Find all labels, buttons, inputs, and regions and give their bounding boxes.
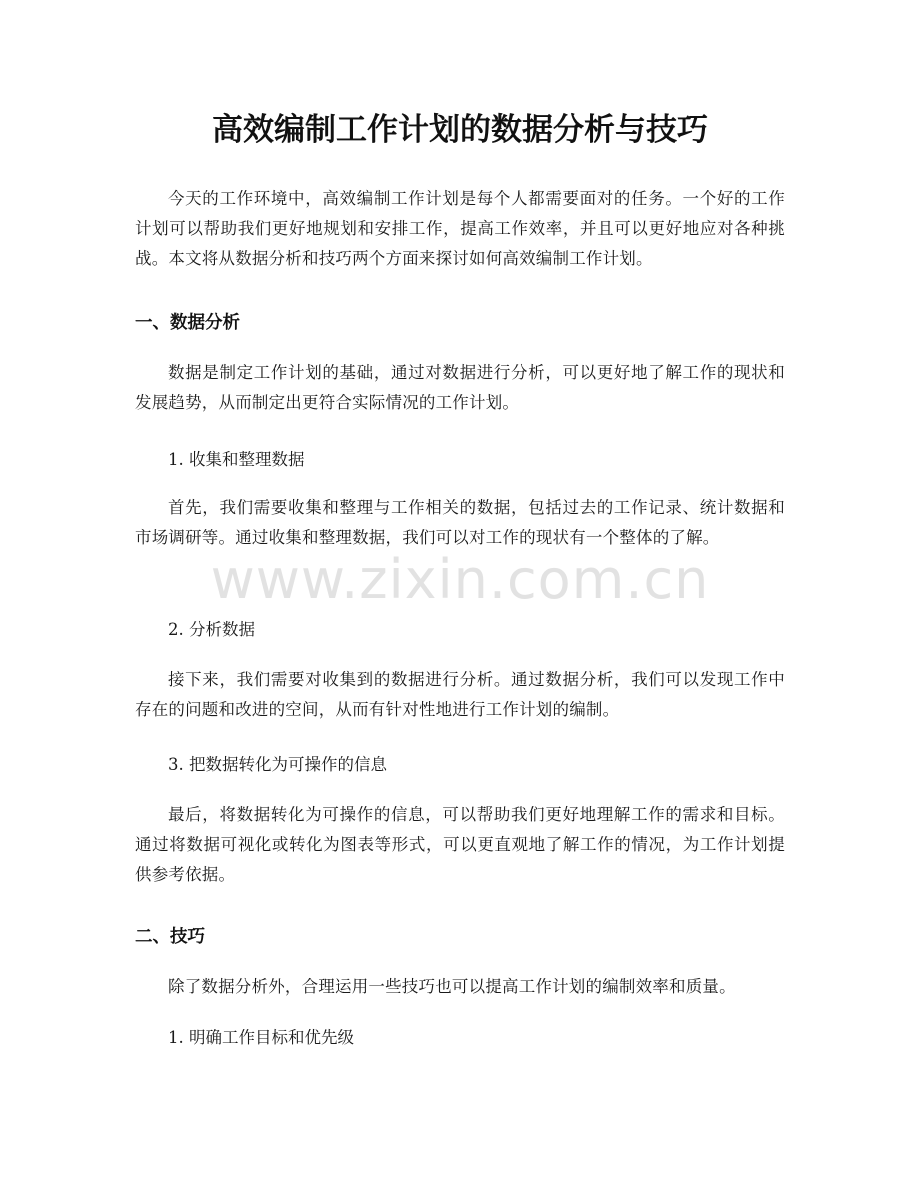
subheading-goals-priorities: 1. 明确工作目标和优先级 <box>168 1028 354 1047</box>
section1-intro-paragraph: 数据是制定工作计划的基础，通过对数据进行分析，可以更好地了解工作的现状和发展趋势，从而制定出更符合实际情况的工作计划。 <box>135 363 785 412</box>
intro-paragraph: 今天的工作环境中，高效编制工作计划是每个人都需要面对的任务。一个好的工作计划可以帮助我们更好地规划和安排工作，提高工作效率，并且可以更好地应对各种挑战。本文将从数据分析和技巧两个方面来探讨如何高效编制工作计划。 <box>135 189 785 268</box>
subheading-analyze-data: 2. 分析数据 <box>168 620 255 639</box>
section-heading-data-analysis: 一、数据分析 <box>135 313 240 333</box>
paragraph-collect-data: 首先，我们需要收集和整理与工作相关的数据，包括过去的工作记录、统计数据和市场调研等。通过收集和整理数据，我们可以对工作的现状有一个整体的了解。 <box>135 498 785 547</box>
section-heading-techniques: 二、技巧 <box>135 927 205 947</box>
paragraph-actionable-info: 最后，将数据转化为可操作的信息，可以帮助我们更好地理解工作的需求和目标。通过将数据可视化或转化为图表等形式，可以更直观地了解工作的情况，为工作计划提供参考依据。 <box>135 805 785 884</box>
subheading-actionable-info: 3. 把数据转化为可操作的信息 <box>168 755 387 774</box>
watermark: www.zixin.com.cn <box>210 548 710 611</box>
document-title: 高效编制工作计划的数据分析与技巧 <box>212 112 708 148</box>
subheading-collect-data: 1. 收集和整理数据 <box>168 450 305 469</box>
paragraph-analyze-data: 接下来，我们需要对收集到的数据进行分析。通过数据分析，我们可以发现工作中存在的问题和改进的空间，从而有针对性地进行工作计划的编制。 <box>135 670 785 719</box>
section2-intro-paragraph: 除了数据分析外，合理运用一些技巧也可以提高工作计划的编制效率和质量。 <box>168 977 736 996</box>
